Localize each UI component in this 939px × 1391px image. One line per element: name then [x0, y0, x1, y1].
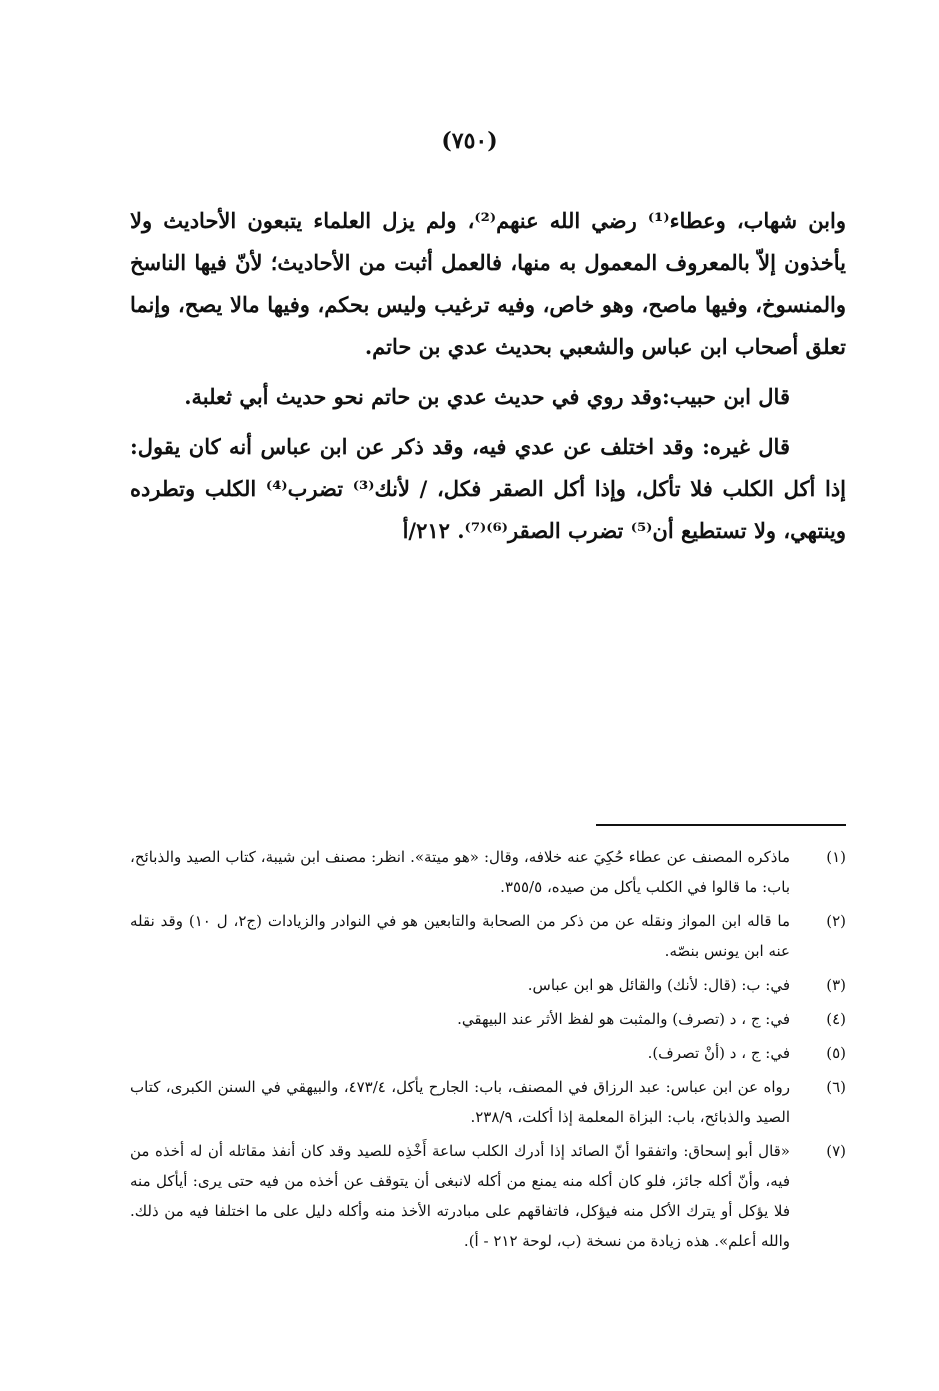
footnote-item: [130, 1038, 846, 1068]
footnote-text: «قال أبو إسحاق: واتفقوا أنّ الصائد إذا أدرك الكلب ساعة أَخْذِه للصيد وقد كان أنفذ مقاتله أن له أخذه من فيه، وأنّ أكله جائز، فلو كان أكله منه يمنع من أكله لانبغى أن يتوقف عن أخذه من فيه حتى يرى: أيأكل منه فلا يؤكل أو يترك الأكل منه فيؤكل، فاتفاقهم على مبادرته الأخذ منه وأكله دليل على ما اختلفا فيه من ذلك. والله أعلم». هذه زيادة من نسخة (ب، لوحة ٢١٢ - أ).: [130, 1142, 790, 1250]
footnote-text: في: ب: (قال: لأنك) والقائل هو ابن عباس.: [527, 976, 790, 994]
footnote-item: [130, 970, 846, 1000]
footnote-number: (٦): [826, 1078, 846, 1096]
footnote-number: (١): [826, 848, 846, 866]
footnotes: [130, 842, 846, 1260]
footnote-divider: [596, 824, 846, 826]
manuscript-folio-note: ٢١٢/أ: [402, 518, 450, 543]
footnote-number: (٤): [826, 1010, 846, 1028]
footnote-text: ماذكره المصنف عن عطاء حُكِيَ عنه خلافه، وقال: «هو ميتة». انظر: مصنف ابن شيبة، كتاب الصيد والذبائح، باب: ما قالوا في الكلب يأكل من صيده، ٣٥٥/٥.: [130, 848, 790, 896]
footnote-number: (٢): [826, 912, 846, 930]
footnote-text: في: ج ، د (أنْ تصرف).: [647, 1044, 790, 1062]
footnote-text: رواه عن ابن عباس: عبد الرزاق في المصنف، باب: الجارح يأكل، ٤٧٣/٤، والبيهقي في السنن الكبرى، كتاب الصيد والذبائح، باب: البزاة المعلمة إذا أكلت، ٢٣٨/٩.: [130, 1078, 790, 1126]
footnote-item: [130, 1136, 846, 1256]
page-number: (٧٥٠): [441, 128, 498, 154]
footnote-item: [130, 1072, 846, 1132]
main-text: [130, 200, 846, 552]
footnote-item: [130, 842, 846, 902]
paragraph-1: وابن شهاب، وعطاء⁽¹⁾ رضي الله عنهم⁽²⁾، ولم يزل العلماء يتبعون الأحاديث ولا يأخذون إلاّ بالمعروف المعمول به منها، فالعمل أثبت من الأحاديث؛ لأنّ فيها الناسخ والمنسوخ، وفيها ماصح، وهو خاص، وفيه ترغيب وليس بحكم، وفيها مالا يصح، وإنما تعلق أصحاب ابن عباس والشعبي بحديث عدي بن حاتم.: [130, 208, 847, 359]
footnote-item: [130, 906, 846, 966]
footnote-number: (٣): [826, 976, 846, 994]
footnote-text: ما قاله ابن المواز ونقله عن من ذكر من الصحابة والتابعين هو في النوادر والزيادات (ج٢، ل ١٠) وقد نقله عنه ابن يونس بنصّه.: [130, 912, 790, 960]
footnote-text: في: ج ، د (تصرف) والمثبت هو لفظ الأثر عند البيهقي.: [457, 1010, 790, 1028]
paragraph-2: قال ابن حبيب:وقد روي في حديث عدي بن حاتم نحو حديث أبي ثعلبة.: [184, 384, 790, 409]
paragraph-3-text: قال غيره: وقد اختلف عن عدي فيه، وقد ذكر عن ابن عباس أنه كان يقول: إذا أكل الكلب فلا تأكل، وإذا أكل الصقر فكل، / لأنك⁽³⁾ تضرب⁽⁴⁾ الكلب وتطرده وينتهي، ولا تستطيع أن⁽⁵⁾ تضرب الصقر⁽⁶⁾⁽⁷⁾.: [130, 434, 847, 543]
footnote-number: (٥): [826, 1044, 846, 1062]
paragraph-3: [130, 426, 846, 552]
footnote-number: (٧): [826, 1142, 846, 1160]
footnote-item: [130, 1004, 846, 1034]
